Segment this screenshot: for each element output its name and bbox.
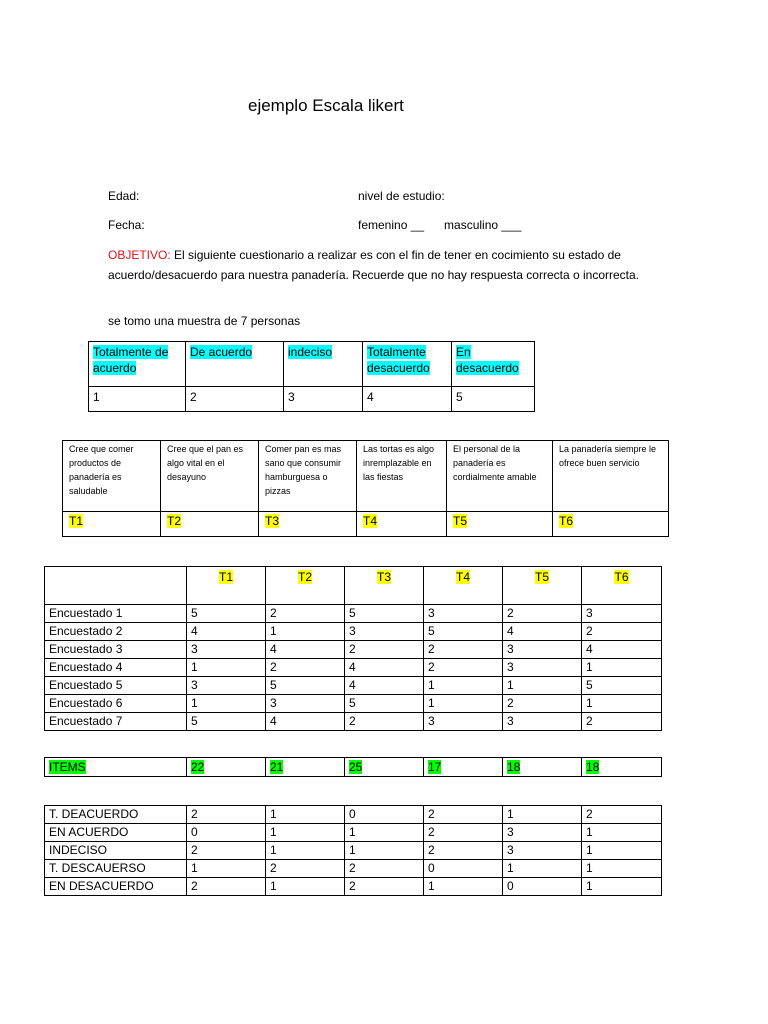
items-description-table (62, 440, 669, 537)
summary-row-cell: 3 (503, 842, 582, 860)
scale-label: En desacuerdo (456, 345, 519, 375)
summary-row-cell: 1 (266, 878, 345, 896)
results-row (45, 695, 662, 713)
results-row-cell: 2 (503, 695, 582, 713)
results-header-cell (424, 567, 503, 605)
results-row-label: Encuestado 6 (45, 695, 187, 713)
results-row-cell: 3 (424, 605, 503, 623)
results-row (45, 641, 662, 659)
results-row-cell: 2 (582, 713, 662, 731)
results-row-label: Encuestado 1 (45, 605, 187, 623)
summary-row-cell: 2 (345, 878, 424, 896)
summary-row-label: T. DESCAUERSO (45, 860, 187, 878)
item-code-cell (259, 512, 357, 537)
item-description: Cree que comer productos de panadería es saludable (63, 441, 161, 512)
item-code-cell (357, 512, 447, 537)
muestra-text: se tomo una muestra de 7 personas (108, 314, 301, 328)
results-row-cell: 3 (582, 605, 662, 623)
totals-cell (424, 758, 503, 777)
totals-cell (503, 758, 582, 777)
results-row-cell: 1 (503, 677, 582, 695)
results-row-cell: 3 (503, 713, 582, 731)
results-row-cell: 5 (424, 623, 503, 641)
scale-cell (452, 342, 535, 387)
results-header-cell (345, 567, 424, 605)
summary-row-cell: 1 (582, 860, 662, 878)
items-code-row (63, 512, 669, 537)
item-code-cell (553, 512, 669, 537)
results-row-cell: 5 (345, 605, 424, 623)
results-row-label: Encuestado 2 (45, 623, 187, 641)
results-body (45, 605, 662, 731)
items-description-row (63, 441, 669, 512)
summary-row-label: EN ACUERDO (45, 824, 187, 842)
results-row-cell: 3 (503, 641, 582, 659)
results-row-cell: 1 (187, 695, 266, 713)
results-row-cell: 1 (187, 659, 266, 677)
summary-row-cell: 3 (503, 824, 582, 842)
summary-row-cell: 2 (424, 806, 503, 824)
results-row-label: Encuestado 5 (45, 677, 187, 695)
results-header-cell (266, 567, 345, 605)
results-row-cell: 4 (266, 641, 345, 659)
scale-value: 5 (452, 387, 535, 412)
scale-cell (89, 342, 186, 387)
results-row-cell: 1 (424, 695, 503, 713)
nivel-estudio-label: nivel de estudio: (358, 189, 445, 203)
results-row-cell: 1 (424, 677, 503, 695)
results-row-cell: 2 (424, 659, 503, 677)
item-description: Cree que el pan es algo vital en el desayuno (161, 441, 259, 512)
scale-value: 2 (186, 387, 284, 412)
results-row-cell: 4 (582, 641, 662, 659)
item-description: El personal de la panadería es cordialmente amable (447, 441, 553, 512)
results-row (45, 713, 662, 731)
objetivo-text: El siguiente cuestionario a realizar es con el fin de tener en cocimiento su estado de acuerdo/desacuerdo para nuestra panadería. Recuerde que no hay respuesta correcta o incorrecta. (108, 248, 639, 282)
results-row-cell: 3 (187, 677, 266, 695)
results-row-cell: 2 (582, 623, 662, 641)
results-row-label: Encuestado 3 (45, 641, 187, 659)
summary-row-cell: 2 (187, 806, 266, 824)
results-row-cell: 5 (582, 677, 662, 695)
totals-value: 17 (428, 760, 442, 774)
results-row-cell: 2 (503, 605, 582, 623)
results-row-cell: 4 (503, 623, 582, 641)
summary-row (45, 842, 662, 860)
summary-row-label: EN DESACUERDO (45, 878, 187, 896)
item-code: T2 (167, 514, 182, 528)
summary-row-cell: 2 (582, 806, 662, 824)
scale-cell (186, 342, 284, 387)
summary-row-cell: 0 (187, 824, 266, 842)
totals-table (44, 757, 662, 777)
results-header-cell (45, 567, 187, 605)
summary-body (45, 806, 662, 896)
results-row-label: Encuestado 4 (45, 659, 187, 677)
totals-cell (45, 758, 187, 777)
summary-row-cell: 1 (503, 806, 582, 824)
summary-row-cell: 0 (503, 878, 582, 896)
results-row-cell: 2 (424, 641, 503, 659)
results-row (45, 677, 662, 695)
item-code-cell (63, 512, 161, 537)
results-row-label: Encuestado 7 (45, 713, 187, 731)
scale-value: 1 (89, 387, 186, 412)
results-row-cell: 2 (266, 659, 345, 677)
scale-label: Totalmente desacuerdo (367, 345, 430, 375)
results-row-cell: 1 (266, 623, 345, 641)
scale-value: 4 (363, 387, 452, 412)
summary-row-cell: 0 (345, 806, 424, 824)
results-header: T4 (455, 570, 470, 584)
results-row-cell: 3 (266, 695, 345, 713)
results-row-cell: 5 (187, 713, 266, 731)
summary-row (45, 806, 662, 824)
totals-value: 18 (507, 760, 521, 774)
results-row-cell: 3 (345, 623, 424, 641)
item-description: Las tortas es algo inremplazable en las fiestas (357, 441, 447, 512)
results-row-cell: 4 (266, 713, 345, 731)
summary-row-cell: 1 (503, 860, 582, 878)
results-header: T5 (534, 570, 549, 584)
results-row-cell: 3 (187, 641, 266, 659)
likert-scale-table (88, 341, 535, 412)
summary-row-cell: 1 (345, 824, 424, 842)
results-row (45, 659, 662, 677)
results-header-cell (582, 567, 662, 605)
totals-cell (266, 758, 345, 777)
scale-label-row (89, 342, 535, 387)
results-header: T3 (376, 570, 391, 584)
summary-row (45, 878, 662, 896)
results-row-cell: 4 (345, 677, 424, 695)
summary-row-cell: 2 (187, 878, 266, 896)
results-row (45, 623, 662, 641)
summary-row-cell: 1 (424, 878, 503, 896)
results-row-cell: 5 (187, 605, 266, 623)
results-row-cell: 3 (424, 713, 503, 731)
summary-row-cell: 1 (582, 878, 662, 896)
summary-row-cell: 0 (424, 860, 503, 878)
summary-table (44, 805, 662, 896)
item-code: T1 (69, 514, 84, 528)
results-row-cell: 1 (582, 659, 662, 677)
item-code: T6 (559, 514, 574, 528)
summary-row (45, 824, 662, 842)
genero-label: femenino __ masculino ___ (358, 218, 522, 232)
results-row-cell: 2 (345, 713, 424, 731)
summary-row-cell: 2 (345, 860, 424, 878)
summary-row-cell: 2 (424, 824, 503, 842)
item-description: Comer pan es mas sano que consumir hamburguesa o pizzas (259, 441, 357, 512)
results-table (44, 566, 662, 731)
results-row-cell: 4 (187, 623, 266, 641)
scale-label: indeciso (288, 345, 333, 359)
results-row (45, 605, 662, 623)
results-header: T6 (614, 570, 629, 584)
page-title: ejemplo Escala likert (248, 96, 404, 115)
results-row-cell: 2 (345, 641, 424, 659)
summary-row-label: T. DEACUERDO (45, 806, 187, 824)
summary-row-cell: 2 (187, 842, 266, 860)
totals-cell (187, 758, 266, 777)
totals-value: 25 (349, 760, 363, 774)
results-header-cell (187, 567, 266, 605)
summary-row-cell: 1 (266, 824, 345, 842)
item-code: T3 (265, 514, 280, 528)
results-header-cell (503, 567, 582, 605)
summary-row-cell: 1 (582, 842, 662, 860)
results-row-cell: 1 (582, 695, 662, 713)
item-code: T5 (453, 514, 468, 528)
results-row-cell: 3 (503, 659, 582, 677)
item-description: La panadería siempre le ofrece buen servicio (553, 441, 669, 512)
summary-row-cell: 1 (582, 824, 662, 842)
totals-cell (582, 758, 662, 777)
scale-label: De acuerdo (190, 345, 253, 359)
totals-value: 18 (586, 760, 600, 774)
summary-row-label: INDECISO (45, 842, 187, 860)
objetivo-paragraph (108, 246, 648, 285)
results-header-row (45, 567, 662, 605)
results-row-cell: 5 (345, 695, 424, 713)
edad-label: Edad: (108, 189, 140, 203)
objetivo-label: OBJETIVO: (108, 248, 171, 262)
item-code-cell (161, 512, 259, 537)
summary-row-cell: 1 (266, 806, 345, 824)
scale-cell (284, 342, 363, 387)
results-row-cell: 2 (266, 605, 345, 623)
scale-value-row (89, 387, 535, 412)
scale-value: 3 (284, 387, 363, 412)
results-row-cell: 4 (345, 659, 424, 677)
summary-row-cell: 2 (266, 860, 345, 878)
totals-value: 21 (270, 760, 284, 774)
fecha-label: Fecha: (108, 218, 145, 232)
item-code: T4 (363, 514, 378, 528)
totals-cell (345, 758, 424, 777)
summary-row (45, 860, 662, 878)
totals-row (45, 758, 662, 777)
results-header: T1 (218, 570, 233, 584)
summary-row-cell: 1 (345, 842, 424, 860)
summary-row-cell: 1 (187, 860, 266, 878)
results-header: T2 (297, 570, 312, 584)
totals-value: 22 (191, 760, 205, 774)
item-code-cell (447, 512, 553, 537)
scale-label: Totalmente de acuerdo (93, 345, 169, 375)
results-row-cell: 5 (266, 677, 345, 695)
summary-row-cell: 2 (424, 842, 503, 860)
summary-row-cell: 1 (266, 842, 345, 860)
scale-cell (363, 342, 452, 387)
totals-value: ITEMS (49, 760, 86, 774)
